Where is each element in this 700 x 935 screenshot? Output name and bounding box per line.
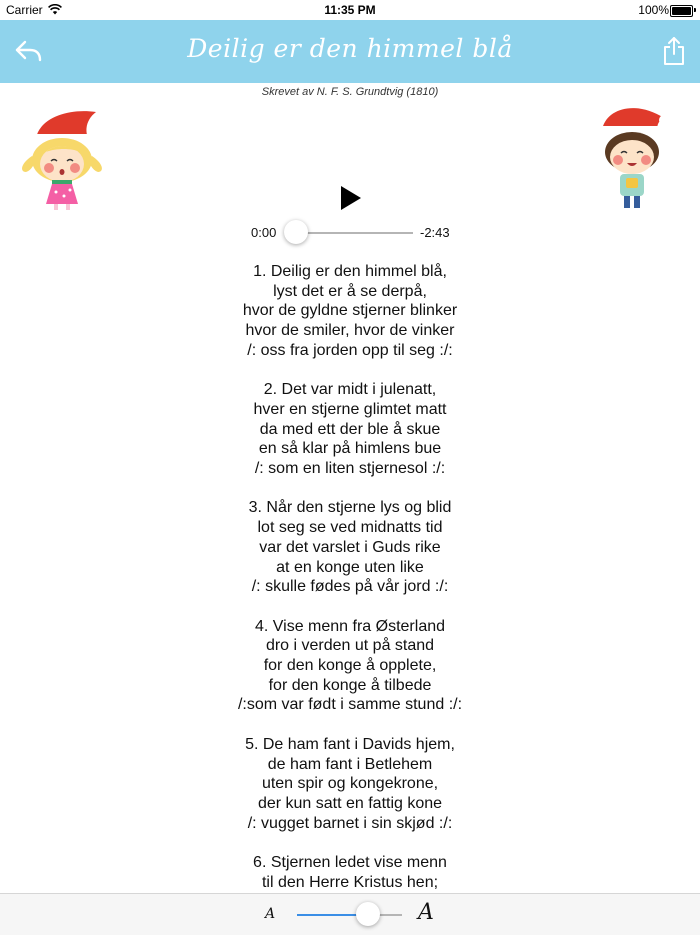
font-size-bar (0, 893, 700, 935)
lyric-line: 4. Vise menn fra Østerland (254, 617, 446, 635)
lyric-line: uten spir og kongekrone, (261, 775, 439, 793)
lyric-line: til den Herre Kristus hen; (261, 873, 439, 891)
verse (0, 617, 700, 716)
lyric-line: hvor de gyldne stjerner blinker (242, 302, 458, 320)
lyric-line: hvor de smiler, hvor de vinker (245, 322, 455, 340)
lyric-line: hver en stjerne glimtet matt (253, 400, 447, 418)
verse (0, 262, 700, 361)
lyric-line: da med ett der ble å skue (259, 420, 441, 438)
girl-singer-illustration (18, 106, 104, 212)
verse (0, 853, 700, 892)
audio-player (0, 220, 700, 244)
lyric-line: de ham fant i Betlehem (267, 755, 433, 773)
font-size-small-label: A (265, 906, 276, 922)
boy-singer-illustration (594, 100, 672, 212)
lyric-line: /:som var født i samme stund :/: (237, 696, 463, 714)
clock: 11:35 PM (324, 3, 376, 17)
lyric-line: 5. De ham fant i Davids hjem, (245, 735, 455, 753)
share-icon[interactable] (662, 36, 686, 66)
lyric-line: at en konge uten like (276, 558, 424, 576)
lyrics-text (0, 262, 700, 912)
battery-percent: 100% (638, 3, 669, 17)
font-size-knob[interactable] (356, 902, 380, 926)
elapsed-time: 0:00 (251, 225, 277, 240)
lyric-line: 2. Det var midt i julenatt, (263, 381, 437, 399)
lyric-line: der kun satt en fattig kone (257, 794, 443, 812)
lyric-line: 3. Når den stjerne lys og blid (248, 499, 452, 517)
lyric-line: var det varslet i Guds rike (259, 538, 441, 556)
lyric-line: lyst det er å se derpå, (273, 282, 427, 300)
verse (0, 735, 700, 834)
nav-bar (0, 20, 700, 83)
progress-knob[interactable] (284, 220, 308, 244)
play-button[interactable] (338, 184, 364, 212)
carrier-label: Carrier (6, 3, 43, 17)
verse (0, 380, 700, 479)
author-subtitle: Skrevet av N. F. S. Grundtvig (1810) (261, 86, 439, 98)
font-size-large-label: A (418, 900, 434, 925)
lyric-line: 1. Deilig er den himmel blå, (253, 263, 447, 280)
lyric-line: dro i verden ut på stand (265, 637, 435, 655)
page-title: Deilig er den himmel blå (187, 34, 513, 63)
status-bar (0, 0, 700, 20)
lyric-line: /: vugget barnet i sin skjød :/: (247, 814, 453, 832)
lyric-line: /: oss fra jorden opp til seg :/: (247, 341, 453, 359)
verse (0, 498, 700, 597)
lyric-line: for den konge å opplete, (263, 657, 437, 675)
lyric-line: en så klar på himlens bue (258, 440, 442, 458)
lyric-line: for den konge å tilbede (268, 676, 432, 694)
lyric-line: /: skulle fødes på vår jord :/: (251, 578, 449, 596)
lyric-line: /: som en liten stjernesol :/: (254, 460, 446, 478)
lyric-line: lot seg se ved midnatts tid (257, 519, 443, 537)
remaining-time: -2:43 (420, 225, 450, 240)
battery-icon (670, 5, 693, 17)
lyric-line: 6. Stjernen ledet vise menn (253, 854, 447, 872)
